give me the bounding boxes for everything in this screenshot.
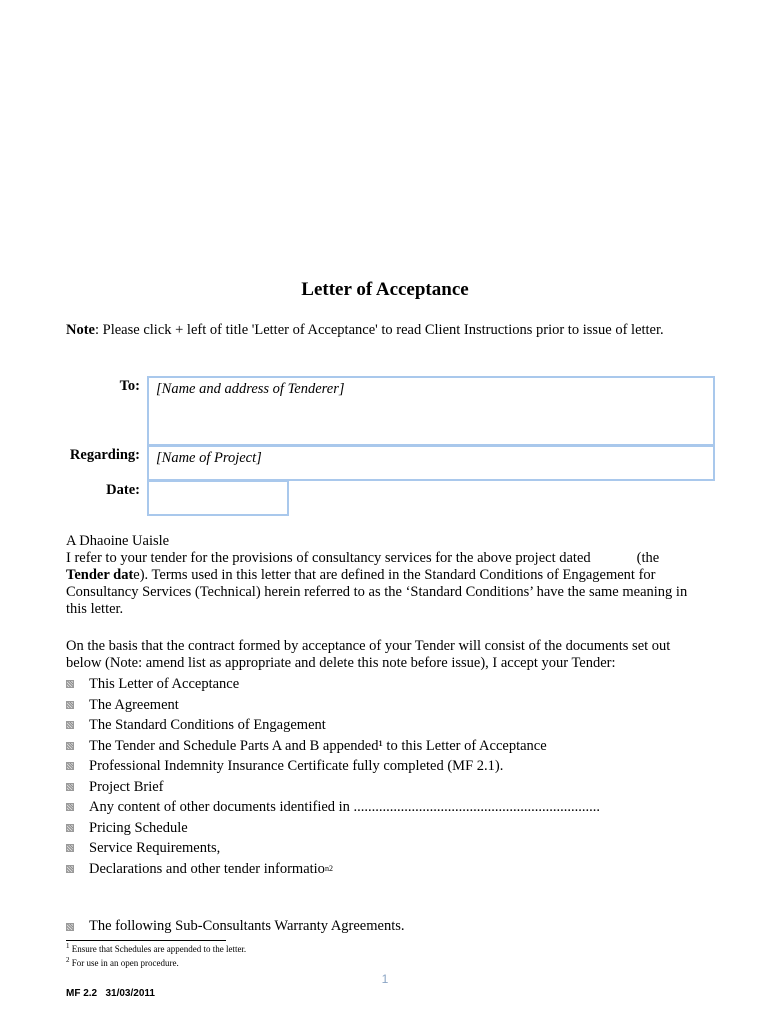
bullet-square-icon: [66, 701, 74, 709]
document-footer: MF 2.2 31/03/2011: [66, 988, 155, 999]
list-item: Service Requirements,: [66, 838, 600, 859]
bullet-square-icon: [66, 762, 74, 770]
bullet-square-icon: [66, 824, 74, 832]
to-field[interactable]: [Name and address of Tenderer]: [147, 376, 715, 446]
date-field[interactable]: [147, 480, 289, 516]
date-label: Date:: [106, 482, 140, 498]
footnote-separator: [66, 940, 226, 941]
note-text: : Please click + left of title 'Letter of Acceptance' to read Client Instructions prior to issue of letter.: [95, 322, 664, 338]
list-item: The Tender and Schedule Parts A and B appended¹ to this Letter of Acceptance: [66, 736, 600, 757]
list-item: The Standard Conditions of Engagement: [66, 715, 600, 736]
tender-date-term: Tender dat: [66, 567, 134, 583]
list-item: Declarations and other tender informatio n2: [66, 859, 600, 880]
bullet-square-icon: [66, 680, 74, 688]
paragraph-tender-reference: [66, 550, 706, 618]
to-label: To:: [119, 378, 140, 394]
list-item-sub-consultants: The following Sub-Consultants Warranty Agreements.: [66, 918, 405, 935]
bullet-square-icon: [66, 783, 74, 791]
list-item: The Agreement: [66, 695, 600, 716]
paragraph-1-the: (the: [636, 550, 660, 566]
list-item: Project Brief: [66, 777, 600, 798]
bullet-square-icon: [66, 844, 74, 852]
bullet-square-icon: [66, 803, 74, 811]
list-item: This Letter of Acceptance: [66, 674, 600, 695]
footnote-1: $^1$ Ensure that Schedules are appended to the letter.: [66, 942, 247, 954]
bullet-square-icon: [66, 923, 74, 931]
list-item: Pricing Schedule: [66, 818, 600, 839]
instruction-note: [66, 322, 704, 339]
regarding-field[interactable]: [Name of Project]: [147, 445, 715, 481]
contract-documents-list: [66, 674, 600, 879]
list-item: Professional Indemnity Insurance Certificate fully completed (MF 2.1).: [66, 756, 600, 777]
document-title: Letter of Acceptance: [301, 279, 469, 300]
paragraph-acceptance-basis: On the basis that the contract formed by acceptance of your Tender will consist of the documents set out below (Note: amend list as appropriate and delete this note before issue), I accept your Tender:: [66, 638, 671, 671]
bullet-square-icon: [66, 721, 74, 729]
regarding-label: Regarding:: [69, 447, 140, 463]
bullet-square-icon: [66, 865, 74, 873]
paragraph-1-start: I refer to your tender for the provisions of consultancy services for the above project dated: [66, 550, 591, 566]
note-label: Note: [66, 322, 95, 338]
page-number: 1: [381, 972, 389, 986]
list-item: Any content of other documents identified in ....................................................................: [66, 797, 600, 818]
footnote-2: $^2$ For use in an open procedure.: [66, 956, 179, 968]
salutation: A Dhaoine Uaisle: [66, 533, 170, 549]
paragraph-1-end: e). Terms used in this letter that are defined in the Standard Conditions of Engagement for Consultancy Services (Technical) herein referred to as the ‘Standard Conditions’ have the same meaning in this letter.: [66, 567, 688, 617]
bullet-square-icon: [66, 742, 74, 750]
